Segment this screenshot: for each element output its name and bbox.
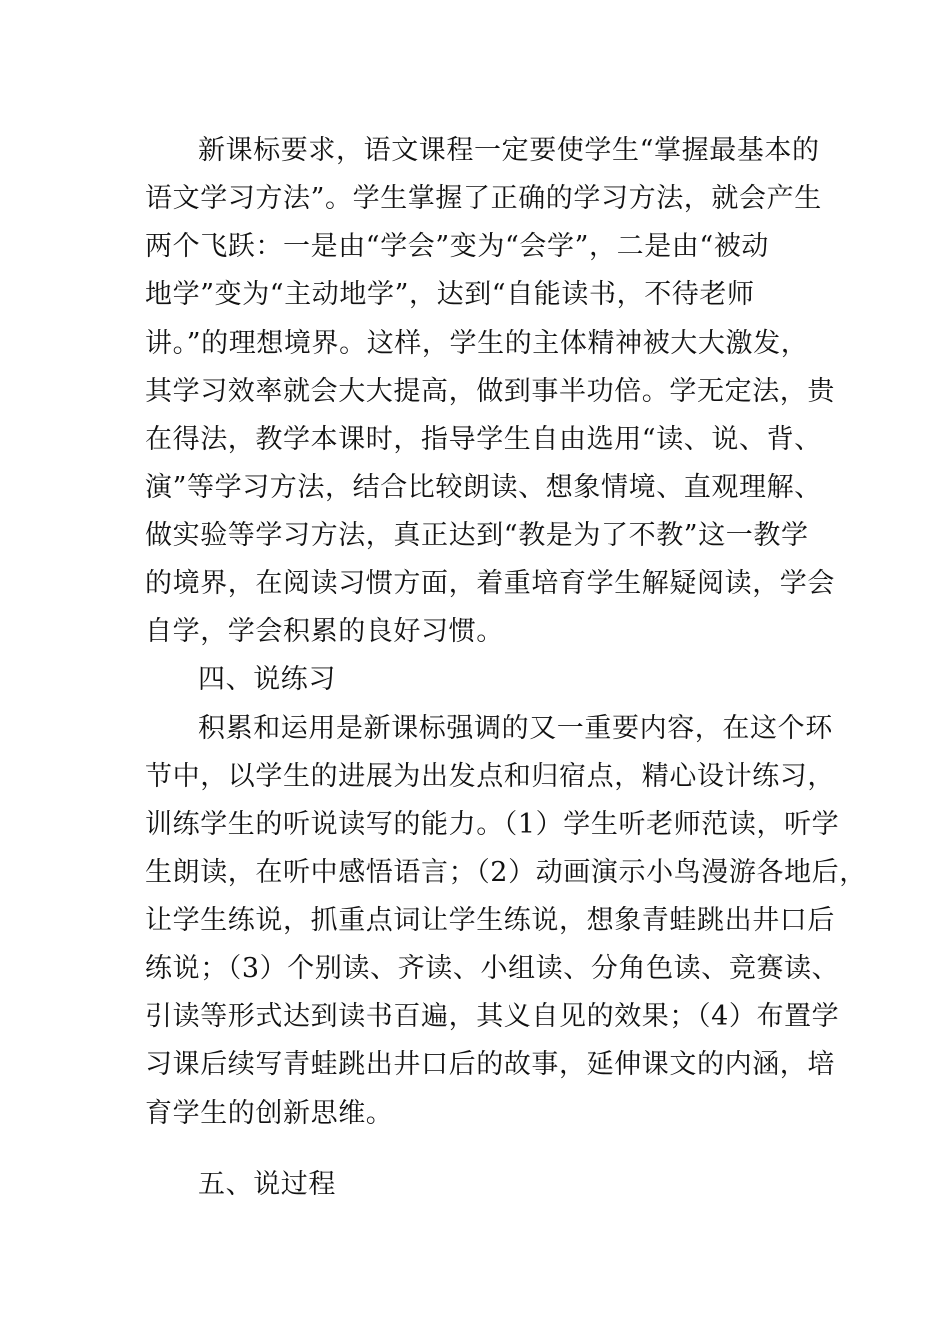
paragraph-line: 地学”变为“主动地学”，达到“自能读书，不待老师 bbox=[145, 279, 755, 310]
paragraph-line: 习课后续写青蛙跳出井口后的故事，延伸课文的内涵，培 bbox=[145, 1049, 835, 1080]
paragraph-line: 节中，以学生的进展为出发点和归宿点，精心设计练习， bbox=[145, 761, 835, 792]
section-heading: 四、说练习 bbox=[198, 664, 336, 695]
paragraph-line: 两个飞跃：一是由“学会”变为“会学”，二是由“被动 bbox=[145, 231, 770, 262]
paragraph-line: 引读等形式达到读书百遍，其义自见的效果；（4）布置学 bbox=[145, 1001, 840, 1032]
paragraph-line: 语文学习方法”。学生掌握了正确的学习方法，就会产生 bbox=[145, 183, 822, 214]
paragraph-line: 训练学生的听说读写的能力。（1）学生听老师范读，听学 bbox=[145, 809, 840, 840]
paragraph-line: 自学，学会积累的良好习惯。 bbox=[145, 616, 504, 647]
paragraph-line: 让学生练说，抓重点词让学生练说，想象青蛙跳出井口后 bbox=[145, 905, 835, 936]
paragraph-line: 积累和运用是新课标强调的又一重要内容，在这个环 bbox=[198, 713, 833, 744]
paragraph-line: 讲。”的理想境界。这样，学生的主体精神被大大激发， bbox=[145, 328, 809, 359]
paragraph-line: 生朗读，在听中感悟语言；（2）动画演示小鸟漫游各地后， bbox=[145, 857, 867, 888]
paragraph-line: 演”等学习方法，结合比较朗读、想象情境、直观理解、 bbox=[145, 472, 822, 503]
paragraph-line: 做实验等学习方法，真正达到“教是为了不教”这一教学 bbox=[145, 520, 809, 551]
paragraph-line: 的境界，在阅读习惯方面，着重培育学生解疑阅读，学会 bbox=[145, 568, 835, 599]
paragraph-line: 其学习效率就会大大提高，做到事半功倍。学无定法，贵 bbox=[145, 376, 835, 407]
paragraph-line: 新课标要求，语文课程一定要使学生“掌握最基本的 bbox=[198, 135, 820, 166]
paragraph-line: 在得法，教学本课时，指导学生自由选用“读、说、背、 bbox=[145, 424, 822, 455]
section-heading: 五、说过程 bbox=[198, 1169, 336, 1200]
paragraph-line: 育学生的创新思维。 bbox=[145, 1098, 394, 1129]
paragraph-line: 练说；（3）个别读、齐读、小组读、分角色读、竞赛读、 bbox=[145, 953, 840, 984]
